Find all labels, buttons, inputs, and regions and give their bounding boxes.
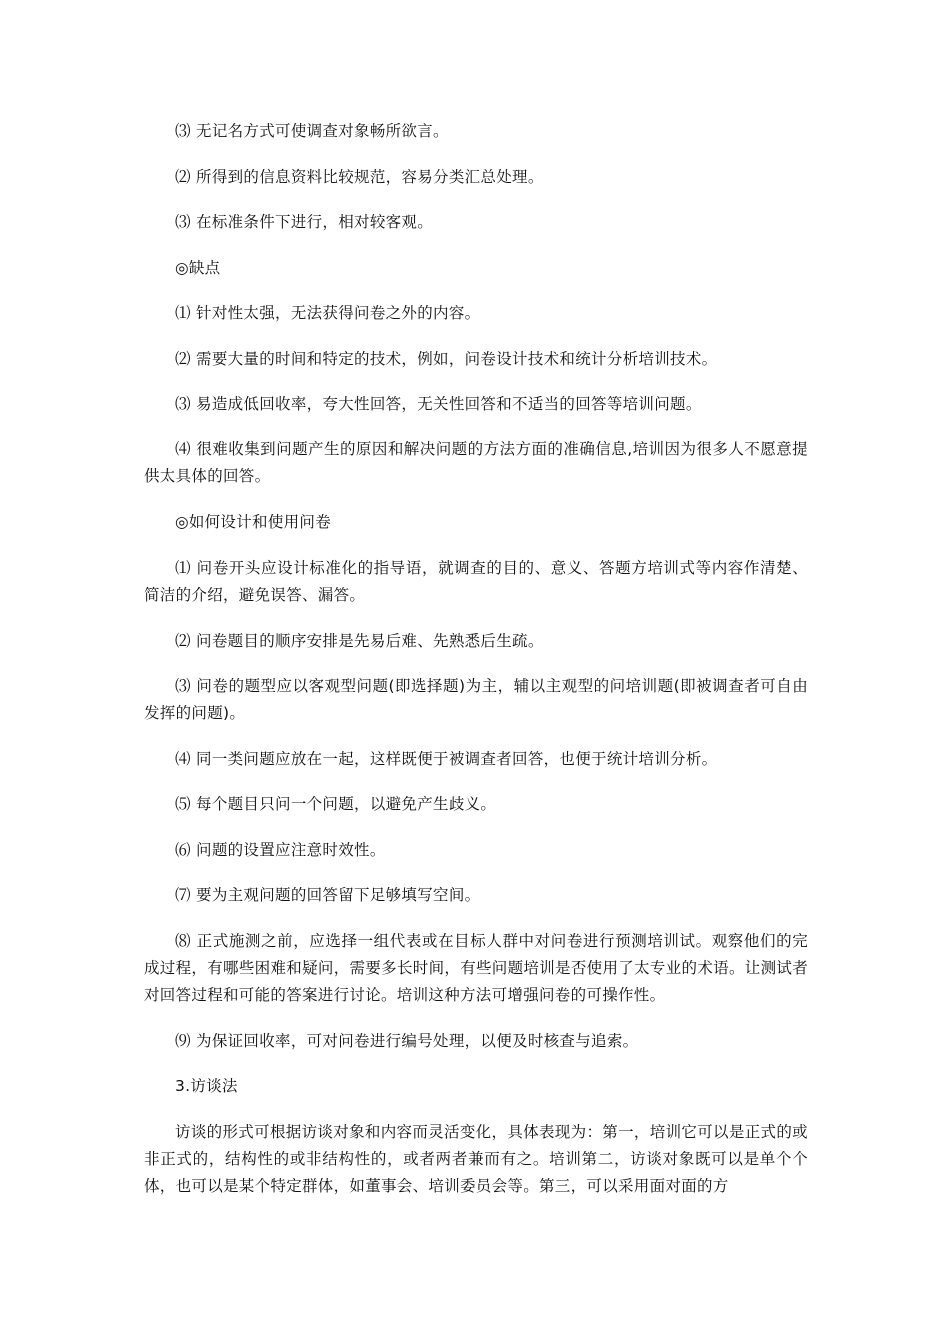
- section-heading: ◎缺点: [175, 259, 221, 277]
- paragraph: ⑺ 要为主观问题的回答留下足够填写空间。: [175, 886, 481, 904]
- paragraph: ⑵ 需要大量的时间和特定的技术，例如，问卷设计技术和统计分析培训技术。: [175, 350, 718, 368]
- paragraph: ⑸ 每个题目只问一个问题，以避免产生歧义。: [175, 795, 497, 813]
- paragraph: ⑼ 为保证回收率，可对问卷进行编号处理，以便及时核查与追索。: [175, 1032, 639, 1050]
- paragraph: ⑷ 很难收集到问题产生的原因和解决问题的方法方面的准确信息,培训因为很多人不愿意提供太具体的回答。: [144, 440, 808, 485]
- paragraph: ⑵ 问卷题目的顺序安排是先易后难、先熟悉后生疏。: [175, 632, 544, 650]
- paragraph: ⑵ 所得到的信息资料比较规范，容易分类汇总处理。: [175, 168, 544, 186]
- section-heading: ◎如何设计和使用问卷: [175, 513, 332, 531]
- paragraph: ⑹ 问题的设置应注意时效性。: [175, 841, 386, 859]
- paragraph: ⑴ 针对性太强，无法获得问卷之外的内容。: [175, 304, 481, 322]
- paragraph: ⑶ 无记名方式可使调查对象畅所欲言。: [175, 122, 449, 140]
- paragraph: ⑶ 易造成低回收率，夸大性回答，无关性回答和不适当的回答等培训问题。: [175, 395, 702, 413]
- paragraph: ⑻ 正式施测之前，应选择一组代表或在目标人群中对问卷进行预测培训试。观察他们的完成过程，有哪些困难和疑问，需要多长时间，有些问题培训是否使用了太专业的术语。让测试者对回答过程和可能的答案进行讨论。培训这种方法可增强问卷的可操作性。: [144, 932, 808, 1004]
- paragraph: ⑶ 问卷的题型应以客观型问题(即选择题)为主，辅以主观型的问培训题(即被调查者可自由发挥的问题)。: [144, 677, 808, 722]
- paragraph: ⑴ 问卷开头应设计标准化的指导语，就调查的目的、意义、答题方培训式等内容作清楚、简洁的介绍，避免误答、漏答。: [144, 559, 808, 604]
- paragraph: ⑷ 同一类问题应放在一起，这样既便于被调查者回答，也便于统计培训分析。: [175, 750, 718, 768]
- section-heading: 3.访谈法: [175, 1077, 238, 1095]
- paragraph: ⑶ 在标准条件下进行，相对较客观。: [175, 213, 434, 231]
- paragraph: 访谈的形式可根据访谈对象和内容而灵活变化，具体表现为：第一，培训它可以是正式的或非正式的，结构性的或非结构性的，或者两者兼而有之。培训第二，访谈对象既可以是单个个体，也可以是某个特定群体，如董事会、培训委员会等。第三，可以采用面对面的方: [144, 1123, 808, 1195]
